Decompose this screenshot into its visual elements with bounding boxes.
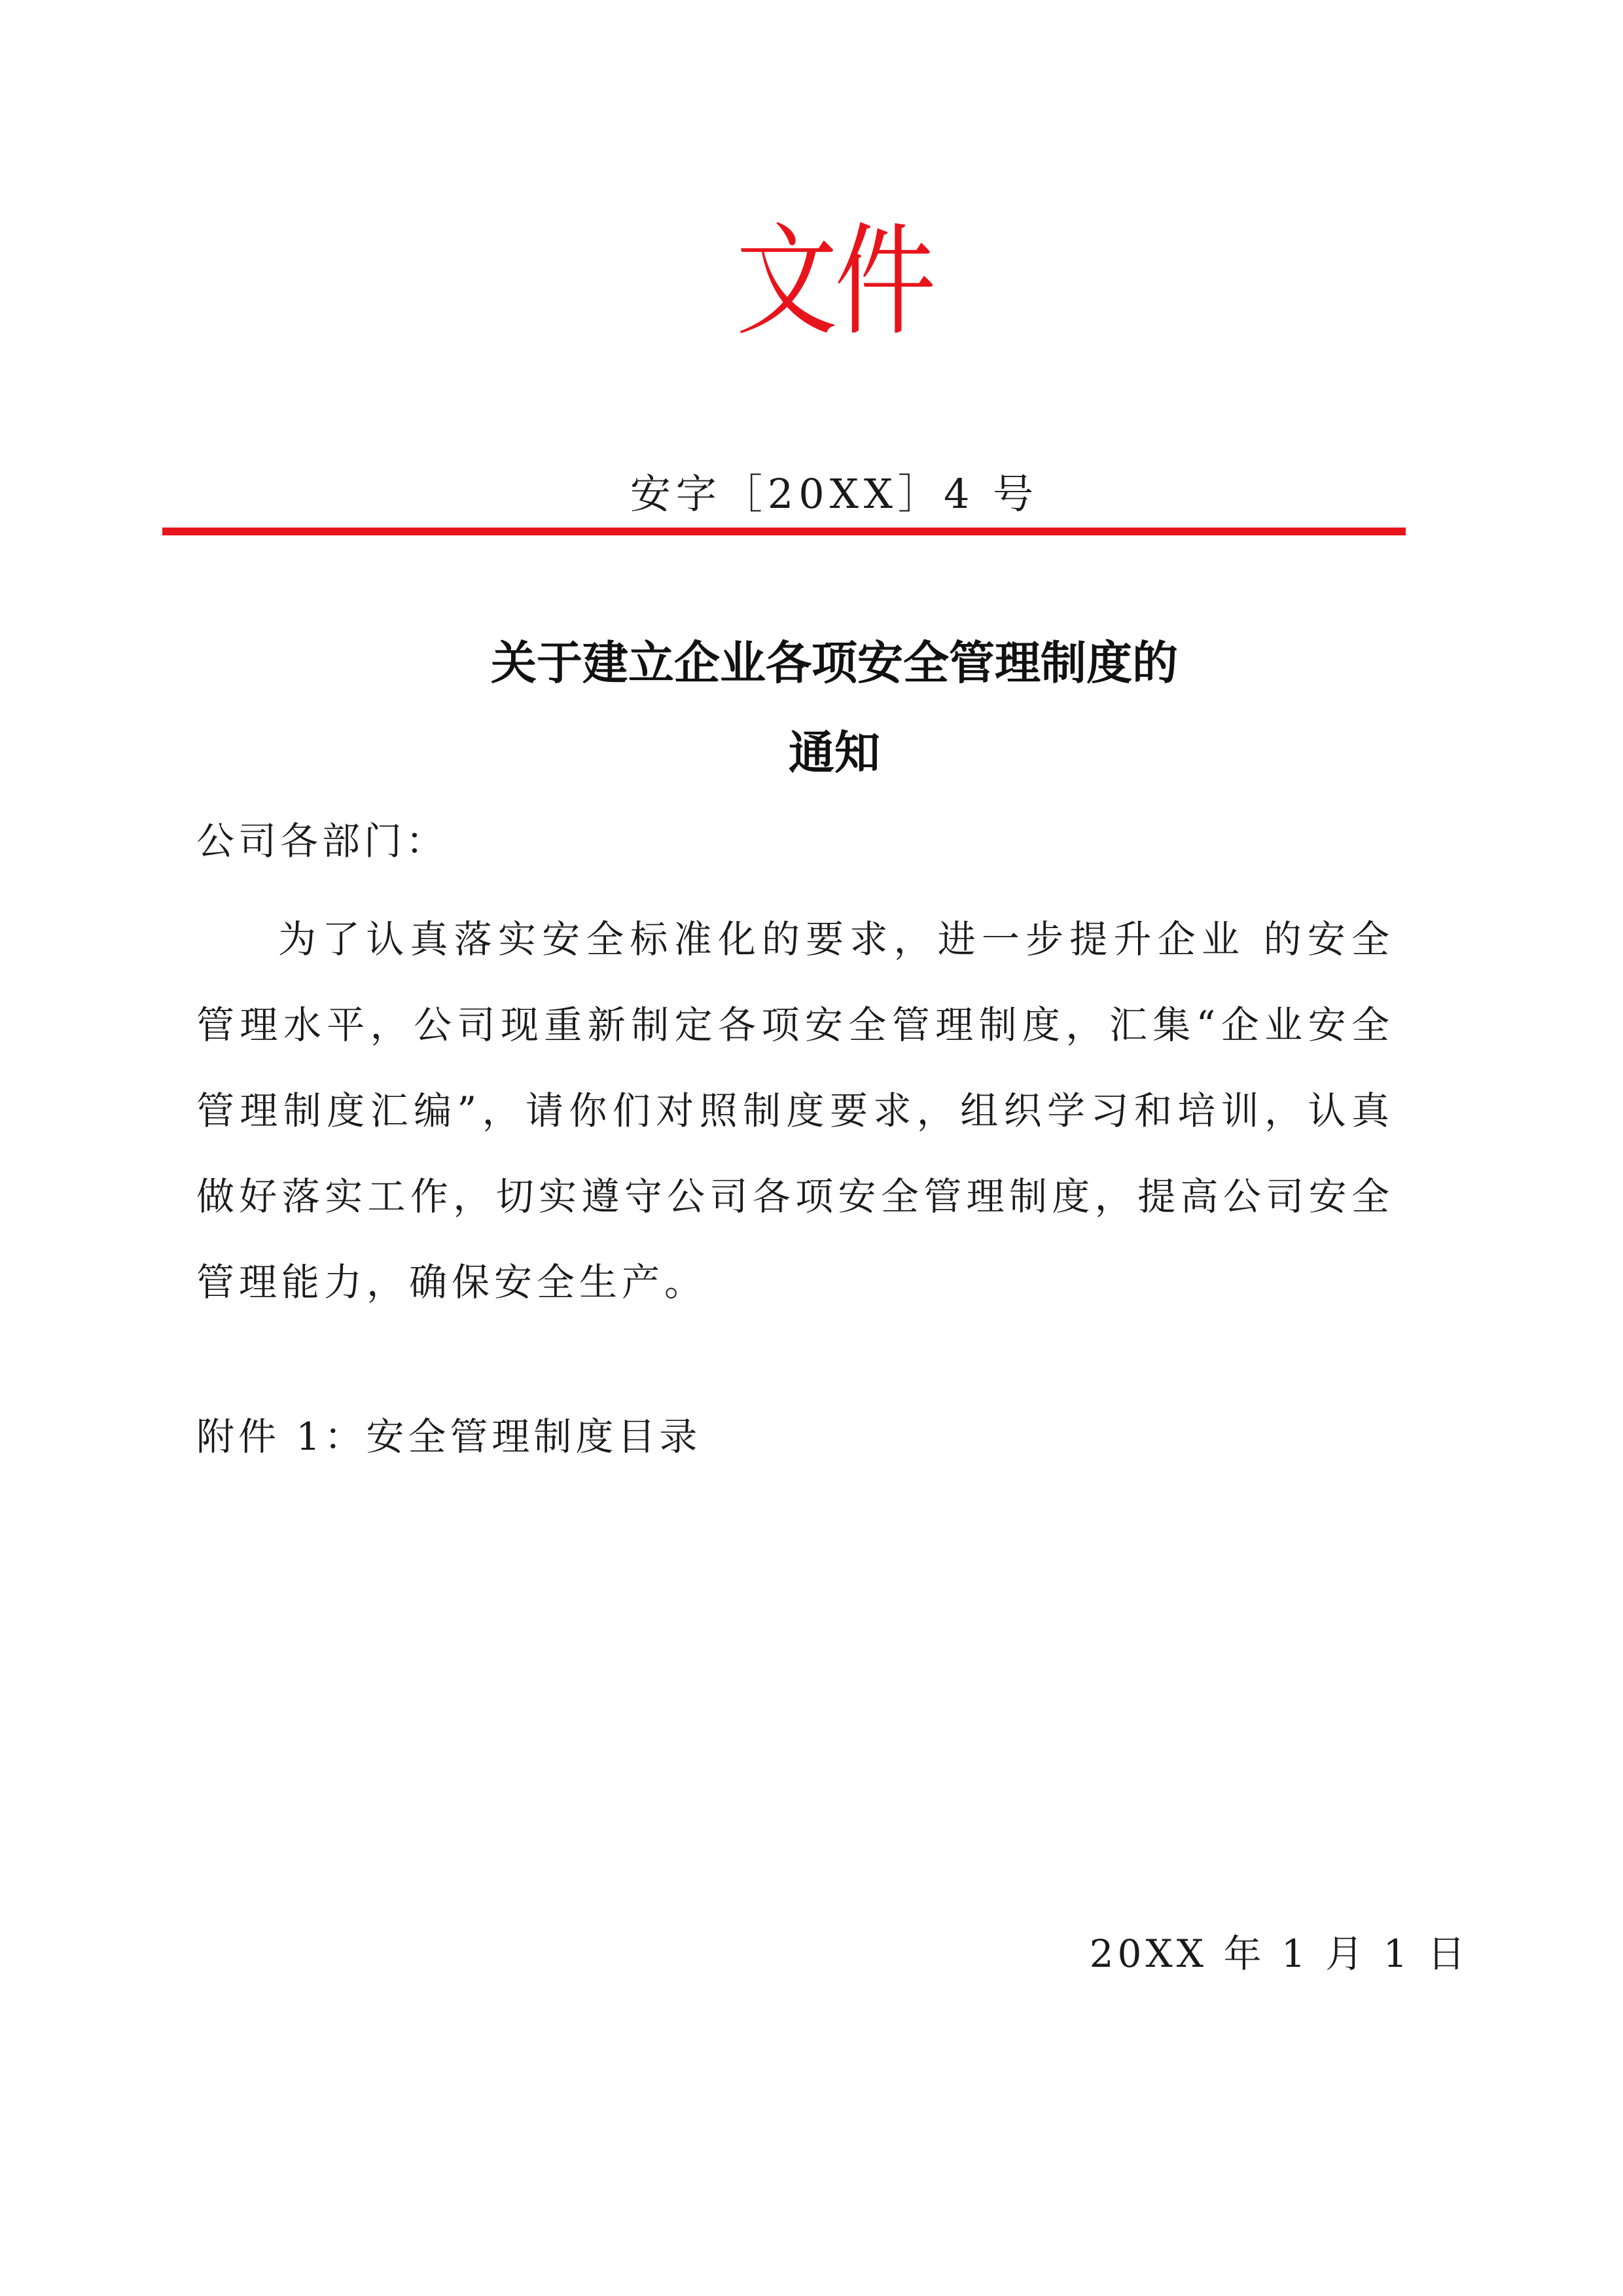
notice-title-line-2: 通知: [789, 726, 880, 780]
document-date: 20XX 年 1 月 1 日: [1089, 1931, 1469, 1976]
document-header-title: 文件: [736, 211, 933, 352]
document-number: 安字［20XX］4 号: [630, 470, 1039, 518]
attachment-line: 附件 1：安全管理制度目录: [196, 1414, 702, 1459]
salutation: 公司各部门：: [196, 819, 448, 863]
body-paragraph: 为了认真落实安全标准化的要求，进一步提升企业 的安全管理水平，公司现重新制定各项安全管理制度，汇集“企业安全管理制度汇编”，请你们对照制度要求，组织学习和培训，认真做好落实工作，切实遵守公司各项安全管理制度，提高公司安全管理能力，确保安全生产。: [196, 917, 1394, 1304]
notice-title-line-1: 关于建立企业各项安全管理制度的: [491, 636, 1178, 690]
red-divider-line: [162, 528, 1406, 535]
